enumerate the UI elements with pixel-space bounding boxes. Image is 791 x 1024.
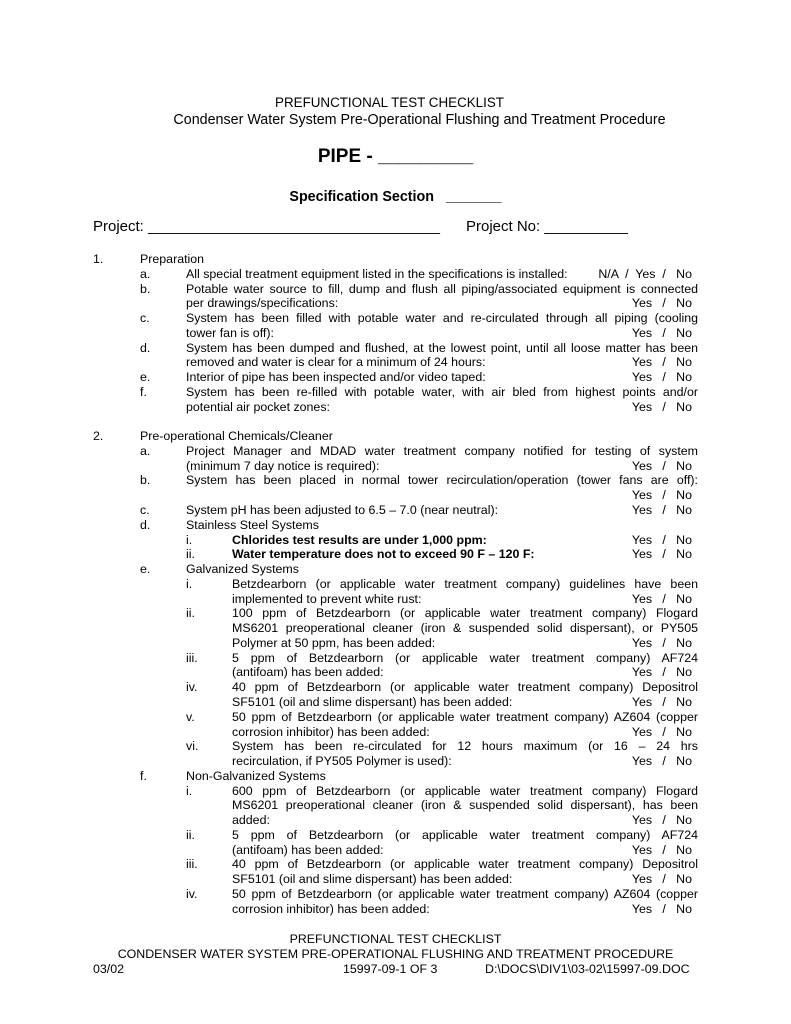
checklist-line [93, 592, 698, 607]
checklist-line [93, 828, 698, 843]
yes-no-answer[interactable]: Yes / No [631, 665, 692, 680]
yes-no-answer[interactable]: Yes / No [631, 503, 692, 518]
sub-item-text: SF5101 (oil and slime dispersant) has been added: [232, 694, 513, 709]
yes-no-answer[interactable]: Yes / No [631, 532, 692, 547]
yes-no-answer[interactable]: Yes / No [631, 325, 692, 340]
footer-date: 03/02 [93, 962, 125, 976]
checklist-line [93, 533, 698, 548]
checklist-line [93, 577, 698, 592]
yes-no-answer[interactable]: Yes / No [631, 296, 692, 311]
checklist-line [93, 341, 698, 356]
sub-item-text: MS6201 preoperational cleaner (iron & suspended solid dispersant), has been [232, 798, 698, 813]
item-label: f. [140, 768, 147, 783]
checklist-line [93, 636, 698, 651]
checklist-line [93, 902, 698, 917]
yes-no-answer[interactable]: Yes / No [631, 488, 692, 503]
item-label: vi. [186, 739, 199, 754]
checklist-line [93, 282, 698, 297]
item-label: iii. [186, 650, 198, 665]
yes-no-answer[interactable]: Yes / No [631, 355, 692, 370]
checklist-item-text: Interior of pipe has been inspected and/or video taped: [186, 370, 486, 385]
sub-item-text: 40 ppm of Betzdearborn (or applicable water treatment company) Depositrol [232, 680, 698, 695]
item-label: c. [140, 503, 150, 518]
checklist-line [93, 400, 698, 415]
item-label: iii. [186, 857, 198, 872]
project-field[interactable]: Project: ___________________________________ [93, 218, 440, 235]
sub-item-text: 600 ppm of Betzdearborn (or applicable water treatment company) Flogard [232, 783, 698, 798]
checklist-line [93, 296, 698, 311]
checklist-body [93, 252, 698, 916]
checklist-line [93, 267, 698, 282]
checklist-line [93, 857, 698, 872]
section-number: 2. [93, 429, 104, 444]
checklist-line [93, 473, 698, 488]
checklist-line [93, 769, 698, 784]
item-label: i. [186, 532, 193, 547]
sub-item-text: corrosion inhibitor) has been added: [232, 724, 430, 739]
sub-item-text: recirculation, if PY505 Polymer is used): [232, 754, 452, 769]
footer-page-number: 15997-09-1 OF 3 [343, 962, 438, 976]
checklist-item-text: removed and water is clear for a minimum of 24 hours: [186, 355, 486, 370]
item-label: iv. [186, 886, 198, 901]
item-label: v. [186, 709, 195, 724]
sub-item-text: 50 ppm of Betzdearborn (or applicable water treatment company) AZ604 (copper [232, 886, 698, 901]
yes-no-answer[interactable]: Yes / No [631, 399, 692, 414]
checklist-line [93, 813, 698, 828]
sub-item-text: implemented to prevent white rust: [232, 591, 422, 606]
item-label: b. [140, 281, 151, 296]
item-label: a. [140, 443, 151, 458]
item-label: e. [140, 562, 151, 577]
yes-no-answer[interactable]: N/A / Yes / No [598, 266, 692, 281]
yes-no-answer[interactable]: Yes / No [631, 694, 692, 709]
checklist-line [93, 252, 698, 267]
checklist-line [93, 739, 698, 754]
yes-no-answer[interactable]: Yes / No [631, 635, 692, 650]
checklist-item-text: Stainless Steel Systems [186, 517, 319, 532]
checklist-line [93, 326, 698, 341]
checklist-line [93, 695, 698, 710]
sub-item-text: corrosion inhibitor) has been added: [232, 901, 430, 916]
checklist-line [93, 872, 698, 887]
item-label: a. [140, 266, 151, 281]
section-title: Pre-operational Chemicals/Cleaner [140, 429, 333, 444]
checklist-line [93, 651, 698, 666]
yes-no-answer[interactable]: Yes / No [631, 901, 692, 916]
checklist-line [93, 311, 698, 326]
checklist-line [93, 562, 698, 577]
checklist-item-text: per drawings/specifications: [186, 296, 339, 311]
checklist-line [93, 621, 698, 636]
item-label: b. [140, 473, 151, 488]
item-label: e. [140, 370, 151, 385]
item-label: c. [140, 311, 150, 326]
document-title: PREFUNCTIONAL TEST CHECKLIST [275, 95, 504, 110]
checklist-line [93, 547, 698, 562]
checklist-line [93, 754, 698, 769]
yes-no-answer[interactable]: Yes / No [631, 458, 692, 473]
checklist-line [93, 843, 698, 858]
checklist-item-text: Potable water source to fill, dump and flush all piping/associated equipment is connected [186, 281, 698, 296]
checklist-item-text: tower fan is off): [186, 325, 274, 340]
checklist-line [93, 725, 698, 740]
pipe-field[interactable]: PIPE - _________ [317, 146, 474, 167]
sub-item-text: Polymer at 50 ppm, has been added: [232, 635, 436, 650]
item-label: d. [140, 517, 151, 532]
sub-item-text: added: [232, 813, 270, 828]
checklist-item-text: potential air pocket zones: [186, 399, 330, 414]
checklist-line [93, 665, 698, 680]
item-label: f. [140, 384, 147, 399]
sub-item-text: Water temperature does not to exceed 90 F – 120 F: [232, 547, 535, 562]
section-number: 1. [93, 252, 104, 266]
footer-title: PREFUNCTIONAL TEST CHECKLIST [289, 932, 502, 946]
checklist-line [93, 385, 698, 400]
sub-item-text: 40 ppm of Betzdearborn (or applicable water treatment company) Depositrol [232, 857, 698, 872]
checklist-item-text: System pH has been adjusted to 6.5 – 7.0 (near neutral): [186, 503, 499, 518]
footer-subtitle: CONDENSER WATER SYSTEM PRE-OPERATIONAL FLUSHING AND TREATMENT PROCEDURE [117, 947, 674, 961]
sub-item-text: MS6201 preoperational cleaner (iron & suspended solid dispersant), or PY505 [232, 621, 698, 636]
checklist-line [93, 710, 698, 725]
checklist-line [93, 370, 698, 385]
yes-no-answer[interactable]: Yes / No [631, 724, 692, 739]
yes-no-answer[interactable]: Yes / No [631, 872, 692, 887]
checklist-item-text: (minimum 7 day notice is required): [186, 458, 380, 473]
sub-item-text: System has been re-circulated for 12 hours maximum (or 16 – 24 hrs [232, 739, 698, 754]
yes-no-answer[interactable]: Yes / No [631, 813, 692, 828]
item-label: iv. [186, 680, 198, 695]
item-label: ii. [186, 827, 195, 842]
yes-no-answer[interactable]: Yes / No [631, 754, 692, 769]
item-label: i. [186, 576, 193, 591]
sub-item-text: 100 ppm of Betzdearborn (or applicable water treatment company) Flogard [232, 606, 698, 621]
item-label: i. [186, 783, 193, 798]
checklist-line [93, 503, 698, 518]
checklist-line [93, 887, 698, 902]
sub-item-text: 5 ppm of Betzdearborn (or applicable water treatment company) AF724 [232, 827, 698, 842]
checklist-line [93, 488, 698, 503]
checklist-line [93, 414, 698, 429]
checklist-item-text: All special treatment equipment listed in the specifications is installed: [186, 266, 568, 281]
checklist-item-text: Galvanized Systems [186, 562, 299, 577]
document-subtitle: Condenser Water System Pre-Operational Flushing and Treatment Procedure [173, 112, 666, 128]
sub-item-text: 50 ppm of Betzdearborn (or applicable water treatment company) AZ604 (copper [232, 709, 698, 724]
checklist-item-text: System has been dumped and flushed, at the lowest point, until all loose matter has been [186, 340, 698, 355]
checklist-line [93, 355, 698, 370]
checklist-item-text: System has been placed in normal tower recirculation/operation (tower fans are off): [186, 473, 698, 488]
checklist-item-text: Project Manager and MDAD water treatment company notified for testing of system [186, 443, 698, 458]
checklist-item-text: System has been re-filled with potable water, with air bled from highest points and/or [186, 384, 698, 399]
checklist-line [93, 606, 698, 621]
checklist-line [93, 429, 698, 444]
sub-item-text: (antifoam) has been added: [232, 665, 384, 680]
sub-item-text: Chlorides test results are under 1,000 ppm: [232, 532, 487, 547]
checklist-line [93, 444, 698, 459]
footer-file-path: D:\DOCS\DIV1\03-02\15997-09.DOC [485, 962, 690, 976]
project-number-field[interactable]: Project No: __________ [466, 218, 628, 235]
sub-item-text: SF5101 (oil and slime dispersant) has been added: [232, 872, 513, 887]
sub-item-text: Betzdearborn (or applicable water treatment company) guidelines have been [232, 576, 698, 591]
sub-item-text: (antifoam) has been added: [232, 842, 384, 857]
yes-no-answer[interactable]: Yes / No [631, 591, 692, 606]
yes-no-answer[interactable]: Yes / No [631, 842, 692, 857]
section-title: Preparation [140, 252, 205, 266]
item-label: ii. [186, 547, 195, 562]
checklist-item-text: Non-Galvanized Systems [186, 768, 326, 783]
checklist-line [93, 798, 698, 813]
item-label: ii. [186, 606, 195, 621]
checklist-line [93, 459, 698, 474]
sub-item-text: 5 ppm of Betzdearborn (or applicable water treatment company) AF724 [232, 650, 698, 665]
checklist-line [93, 518, 698, 533]
checklist-line [93, 680, 698, 695]
checklist-line [93, 784, 698, 799]
specification-section-field[interactable]: Specification Section _______ [289, 189, 502, 205]
yes-no-answer[interactable]: Yes / No [631, 370, 692, 385]
yes-no-answer[interactable]: Yes / No [631, 547, 692, 562]
checklist-item-text: System has been filled with potable water and re-circulated through all piping (cooling [186, 311, 698, 326]
item-label: d. [140, 340, 151, 355]
